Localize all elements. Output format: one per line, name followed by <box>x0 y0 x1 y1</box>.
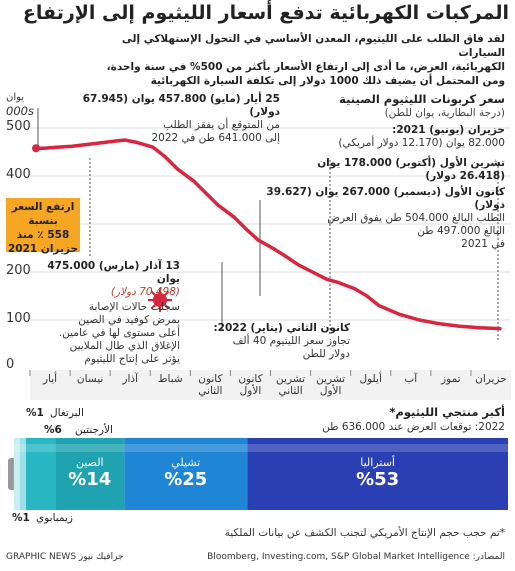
annotation-jan2022 <box>200 322 350 361</box>
x-tick-label: حزيران <box>475 373 507 385</box>
x-tick-label: تموز <box>441 373 461 385</box>
x-tick-label: شباط <box>157 373 183 385</box>
annotation-headline: 13 آذار (مارس) 475.000 يوان <box>47 260 180 285</box>
segment-name: الصين <box>75 456 104 469</box>
segment-name-argentina: الأرجنتين <box>75 424 113 436</box>
y-axis-unit: 000s <box>6 104 34 118</box>
annotation-body: سجلت حالات الإصابة <box>88 301 180 313</box>
deck-line: لقد فاق الطلب على الليثيوم، المعدن الأساسي في التحول الإستهلاكي إلى السيارات <box>121 33 505 59</box>
y-tick-label: 500 <box>6 119 31 134</box>
segment-value-zimbabwe: %1 <box>12 512 30 524</box>
deck-line: ومن المحتمل أن يضيف ذلك 1000 دولار إلى تكلفة السيارة الكهربائية <box>150 75 505 87</box>
deck-line: الكهربائية، العرض، ما أدى إلى ارتفاع الأسعار بأكثر من 500% في سنة واحدة، <box>106 61 505 73</box>
callout-line: 558 ٪ منذ <box>16 229 70 241</box>
x-tick-label: كانون الثاني <box>198 373 223 397</box>
annotation-body: في 2021 <box>461 238 505 250</box>
x-tick-label: أيلول <box>359 373 382 385</box>
annotation-dec <box>265 186 505 251</box>
x-tick-label: نيسان <box>76 373 104 385</box>
y-axis-currency: يوان <box>6 92 25 103</box>
annotation-body: من المتوقع أن يفقز الطلب <box>163 119 280 131</box>
price-change-callout <box>6 198 80 255</box>
x-tick-label: آذار <box>122 373 138 385</box>
sources: المصادر: Bloomberg, Investing.com, S&P Global Market Intelligence <box>207 552 505 562</box>
annotation-body: إلى 641.000 طن في 2022 <box>151 132 280 144</box>
x-tick-label: تشرين الأول <box>316 373 346 397</box>
battery-segment-label <box>247 456 508 490</box>
segment-value: %25 <box>164 469 208 490</box>
credit: GRAPHIC NEWS جرافيك نيوز <box>6 552 124 562</box>
x-tick-label: كانون الأول <box>238 373 263 397</box>
annotation-may25 <box>70 93 280 145</box>
segment-value: %53 <box>356 469 400 490</box>
y-tick-label: 200 <box>6 263 31 278</box>
annotation-body: بمرض كوفيد في الصين <box>78 314 180 326</box>
battery-segment-highlight <box>247 444 508 452</box>
segment-value-portugal: %1 <box>26 407 44 419</box>
annotation-sub: (70.498 دولار) <box>110 286 180 298</box>
annotation-headline: 25 أيار (مايو) 457.800 يوان (67.945 دولار) <box>82 93 280 118</box>
callout-line: ارتفع السعر بنسبة <box>11 201 75 227</box>
annotation-body: أعلى مستوى لها في عامين. <box>58 327 180 339</box>
y-tick-label: 0 <box>6 357 15 372</box>
segment-name-zimbabwe: زيمبابوي <box>36 512 73 524</box>
x-tick-label: تشرين الثاني <box>276 373 306 397</box>
annotation-body: تجاوز سعر الليثيوم 40 ألف <box>232 335 350 347</box>
annotation-headline: تشرين الأول (أكتوبر) 178.000 يوان (26.418 دولار) <box>317 157 505 182</box>
battery-segment-highlight <box>124 444 247 452</box>
segment-value: %14 <box>68 469 112 490</box>
y-tick-label: 100 <box>6 311 31 326</box>
headline: المركبات الكهربائية تدفع أسعار الليثيوم إلى الإرتفاع <box>22 2 509 24</box>
battery-segment-label <box>55 456 124 490</box>
producers-title: أكبر منتجي الليثيوم* <box>389 405 505 419</box>
battery-segment-highlight <box>55 444 124 452</box>
annotation-headline: حزيران (يونيو) 2021: <box>392 124 505 136</box>
annotation-mar13 <box>40 260 180 366</box>
chart-subtitle: (درجة البطارية، يوان للطن) <box>384 107 505 119</box>
segment-name: أستراليا <box>360 456 395 469</box>
supply-forecast: 2022: توقعات العرض عند 636.000 طن <box>322 421 505 433</box>
annotation-headline: كانون الثاني (يناير) 2022: <box>213 322 350 334</box>
annotation-headline: كانون الأول (ديسمبر) 267.000 يوان (39.627 دولار) <box>266 186 505 211</box>
x-tick-label: آب <box>404 373 418 385</box>
annotation-body: الطلب البالغ 504.000 طن يفوق العرض <box>327 212 505 224</box>
segment-value-argentina: %6 <box>44 424 62 436</box>
battery-segment-label <box>124 456 247 490</box>
battery-segment-highlight <box>14 444 20 452</box>
battery-segment-highlight <box>20 444 26 452</box>
chart-title: سعر كربونات الليثيوم الصينية <box>339 92 505 106</box>
annotation-jun2021 <box>325 124 505 150</box>
y-tick-label: 400 <box>6 167 31 182</box>
footnote: *تم حجب حجم الإنتاج الأمريكي لتجنب الكشف عن بيانات الملكية <box>224 527 505 539</box>
segment-name: تشيلي <box>171 456 201 469</box>
callout-line: حزيران 2021 <box>7 243 79 255</box>
x-tick-label: أيار <box>42 373 58 385</box>
annotation-oct <box>275 157 505 183</box>
battery-segment-highlight <box>26 444 56 452</box>
annotation-body: البالغ 497.000 طن <box>417 225 505 237</box>
latest-price-dot <box>32 144 40 152</box>
annotation-body: دولار للطن <box>302 348 350 360</box>
annotation-body: يؤثر على إنتاج الليثيوم <box>84 353 180 365</box>
segment-name-portugal: البرتغال <box>50 407 84 419</box>
annotation-body: 82.000 يوان (12.170 دولار أمريكي) <box>338 137 505 149</box>
annotation-body: الإغلاق الذي طال الملايين <box>69 340 180 352</box>
